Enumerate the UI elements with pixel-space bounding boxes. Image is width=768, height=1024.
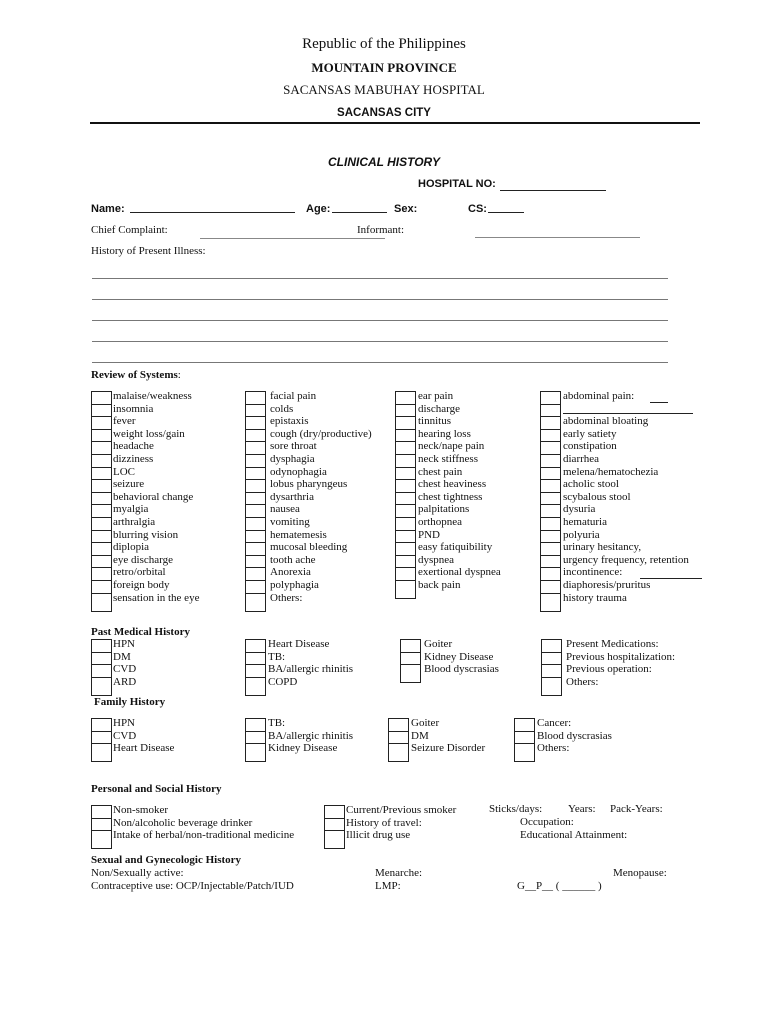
- pmh-col4-label: Present Medications:: [566, 638, 659, 650]
- education-label: Educational Attainment:: [520, 829, 628, 841]
- ros-col4-label: abdominal pain:: [563, 390, 635, 402]
- ros-col4-checkbox[interactable]: [540, 593, 561, 612]
- ros-col2-label: Anorexia: [270, 566, 311, 579]
- name-label: Name:: [91, 203, 125, 215]
- informant-label: Informant:: [357, 224, 405, 236]
- header-city: SACANSAS CITY: [337, 107, 431, 119]
- ros-col4-label: acholic stool: [563, 478, 619, 491]
- ros-col1-label: retro/orbital: [113, 566, 166, 579]
- ros-col1-label: dizziness: [113, 453, 154, 465]
- fh-col2-label: BA/allergic rhinitis: [268, 729, 354, 742]
- chief-complaint-label: Chief Complaint:: [91, 224, 168, 236]
- psh-col2-checkbox[interactable]: [324, 830, 345, 849]
- pmh-col2-label: BA/allergic rhinitis: [268, 663, 354, 676]
- fh-col3-checkbox[interactable]: [388, 743, 409, 762]
- abdominal-pain-extra-field[interactable]: [563, 413, 693, 414]
- ros-col2-label: Others:: [270, 591, 303, 604]
- ros-col3-label: neck/nape pain: [418, 440, 485, 453]
- pmh-col2-checkbox[interactable]: [245, 677, 266, 696]
- occupation-label: Occupation:: [520, 816, 574, 828]
- ros-col3-label: tinnitus: [418, 415, 452, 428]
- ros-col1-label: eye discharge: [113, 553, 173, 566]
- pmh-col1-label: CVD: [113, 663, 137, 676]
- psh-col2-label: History of travel:: [346, 816, 422, 829]
- fh-col1-label: CVD: [113, 729, 137, 742]
- ros-col2-label: dysarthria: [270, 490, 314, 503]
- header-divider: [90, 122, 700, 124]
- fh-title: Family History: [94, 696, 166, 708]
- ros-col1-label: headache: [113, 440, 154, 453]
- pack-years-label: Pack-Years:: [610, 803, 663, 815]
- fh-col2-checkbox[interactable]: [245, 743, 266, 762]
- menopause-label: Menopause:: [613, 867, 667, 879]
- ros-col1-label: behavioral change: [113, 490, 194, 503]
- ros-col1-label: sensation in the eye: [113, 591, 200, 604]
- ros-col2-label: cough (dry/productive): [270, 427, 372, 440]
- ros-col2-label: polyphagia: [270, 579, 319, 591]
- cs-label: CS:: [468, 203, 487, 215]
- ros-col2-label: dysphagia: [270, 453, 315, 465]
- ros-col4-label: diarrhea: [563, 453, 600, 465]
- gp-label: G__P__ ( ______ ): [517, 880, 602, 892]
- contraceptive-label: Contraceptive use: OCP/Injectable/Patch/IUD: [91, 880, 294, 892]
- hpi-line[interactable]: [92, 278, 668, 279]
- ros-col3-label: orthopnea: [418, 516, 462, 528]
- pmh-col2-label: COPD: [268, 675, 298, 688]
- ros-col1-label: insomnia: [113, 402, 154, 415]
- sexually-active-label: Non/Sexually active:: [91, 867, 184, 879]
- lmp-label: LMP:: [375, 880, 401, 892]
- ros-col2-label: colds: [270, 402, 294, 415]
- ros-col4-label: urinary hesitancy,: [563, 541, 642, 554]
- pmh-col4-label: Previous hospitalization:: [566, 650, 676, 663]
- ros-col3-label: chest pain: [418, 465, 463, 478]
- ros-col2-label: hematemesis: [270, 528, 327, 541]
- pmh-col4-checkbox[interactable]: [541, 677, 562, 696]
- psh-col2-label: Current/Previous smoker: [346, 804, 457, 816]
- ros-col2-checkbox[interactable]: [245, 593, 266, 612]
- ros-col2-label: sore throat: [270, 440, 317, 453]
- fh-col1-label: Heart Disease: [113, 742, 175, 755]
- pmh-col3-label: Blood dyscrasias: [424, 663, 499, 676]
- ros-col3-label: back pain: [418, 579, 461, 591]
- ros-col4-label: abdominal bloating: [563, 415, 649, 428]
- fh-col3-label: Seizure Disorder: [411, 742, 486, 755]
- pmh-col1-label: DM: [113, 650, 131, 663]
- ros-title-text: Review of Systems: [91, 369, 178, 381]
- ros-col3-label: neck stiffness: [418, 453, 478, 465]
- ros-col1-label: blurring vision: [113, 528, 179, 541]
- pmh-col1-label: ARD: [113, 675, 137, 688]
- menarche-label: Menarche:: [375, 867, 423, 879]
- ros-col1-label: seizure: [113, 478, 145, 491]
- pmh-col3-label: Kidney Disease: [424, 650, 494, 663]
- pmh-col3-label: Goiter: [424, 638, 453, 650]
- fh-col3-label: DM: [411, 729, 429, 742]
- age-label: Age:: [306, 203, 331, 215]
- pmh-col3-checkbox[interactable]: [400, 664, 421, 683]
- hospital-no-label: HOSPITAL NO:: [418, 178, 496, 190]
- ros-col4-label: urgency frequency, retention: [563, 553, 689, 566]
- header-hospital: SACANSAS MABUHAY HOSPITAL: [283, 82, 485, 97]
- ros-col1-label: malaise/weakness: [113, 390, 192, 402]
- hpi-line[interactable]: [92, 341, 668, 342]
- fh-col2-label: TB:: [268, 717, 286, 729]
- header-province: MOUNTAIN PROVINCE: [311, 60, 457, 75]
- ros-col1-label: weight loss/gain: [113, 427, 185, 440]
- fh-col4-checkbox[interactable]: [514, 743, 535, 762]
- ros-col1-label: myalgia: [113, 503, 149, 516]
- ros-col1-label: arthralgia: [113, 516, 156, 528]
- sex-label: Sex:: [394, 203, 418, 215]
- ros-col2-label: epistaxis: [270, 415, 309, 428]
- psh-col1-label: Intake of herbal/non-traditional medicine: [113, 829, 295, 842]
- ros-col3-label: ear pain: [418, 390, 454, 402]
- hospital-no-field[interactable]: [500, 190, 606, 191]
- psh-title: Personal and Social History: [91, 783, 222, 795]
- form-title: CLINICAL HISTORY: [327, 155, 440, 169]
- fh-col4-label: Cancer:: [537, 717, 572, 729]
- psh-col2-label: Illicit drug use: [346, 829, 411, 842]
- ros-col3-label: discharge: [418, 402, 460, 415]
- ros-col4-label: dysuria: [563, 503, 596, 516]
- chief-complaint-field[interactable]: [200, 238, 385, 239]
- ros-col4-label: history trauma: [563, 591, 627, 604]
- ros-col4-label: incontinence:: [563, 566, 623, 579]
- ros-col1-label: fever: [113, 415, 136, 428]
- sgh-title: Sexual and Gynecologic History: [91, 854, 242, 866]
- pmh-col4-label: Previous operation:: [566, 663, 652, 676]
- pmh-col1-label: HPN: [113, 638, 136, 650]
- ros-col3-label: dyspnea: [418, 553, 455, 566]
- sticks-label: Sticks/days:: [489, 803, 543, 815]
- ros-col1-label: diplopia: [113, 541, 150, 554]
- incontinence-field[interactable]: [640, 578, 702, 579]
- years-label: Years:: [568, 803, 596, 815]
- ros-col3-label: chest tightness: [418, 490, 483, 503]
- pmh-col2-label: Heart Disease: [268, 638, 330, 650]
- abdominal-pain-field[interactable]: [650, 402, 668, 403]
- ros-col3-checkbox[interactable]: [395, 580, 416, 599]
- fh-col2-label: Kidney Disease: [268, 742, 338, 755]
- ros-col3-label: exertional dyspnea: [418, 566, 501, 579]
- ros-title-colon: :: [177, 369, 181, 381]
- ros-col4-label: polyuria: [563, 528, 600, 541]
- ros-col1-checkbox[interactable]: [91, 593, 112, 612]
- ros-col2-label: vomiting: [270, 516, 310, 528]
- pmh-col4-label: Others:: [566, 675, 599, 688]
- ros-col1-label: foreign body: [113, 579, 170, 591]
- fh-col1-checkbox[interactable]: [91, 743, 112, 762]
- ros-title: [91, 369, 181, 381]
- fh-col3-label: Goiter: [411, 717, 440, 729]
- ros-col4-label: melena/hematochezia: [563, 465, 659, 478]
- hpi-label: History of Present Illness:: [91, 245, 206, 257]
- ros-col2-label: odynophagia: [270, 465, 327, 478]
- ros-col2-label: mucosal bleeding: [270, 541, 348, 554]
- pmh-col2-label: TB:: [268, 650, 286, 663]
- informant-field[interactable]: [475, 237, 640, 238]
- hpi-line[interactable]: [92, 320, 668, 321]
- hpi-line[interactable]: [92, 299, 668, 300]
- hpi-line[interactable]: [92, 362, 668, 363]
- fh-col1-label: HPN: [113, 717, 136, 729]
- ros-col4-label: constipation: [563, 440, 617, 453]
- ros-col4-label: early satiety: [563, 427, 617, 440]
- psh-col1-label: Non-smoker: [113, 804, 168, 816]
- pmh-col1-checkbox[interactable]: [91, 677, 112, 696]
- ros-col4-label: hematuria: [563, 516, 607, 528]
- pmh-title: Past Medical History: [91, 626, 190, 638]
- ros-col2-label: tooth ache: [270, 553, 316, 566]
- fh-col4-label: Others:: [537, 742, 570, 755]
- ros-col3-label: hearing loss: [418, 427, 471, 440]
- psh-col1-checkbox[interactable]: [91, 830, 112, 849]
- ros-col3-label: PND: [418, 528, 441, 541]
- age-field[interactable]: [332, 212, 387, 213]
- ros-col2-label: facial pain: [270, 390, 317, 402]
- ros-col4-label: scybalous stool: [563, 490, 631, 503]
- ros-col3-label: chest heaviness: [418, 478, 487, 491]
- cs-field[interactable]: [488, 212, 524, 213]
- name-field[interactable]: [130, 212, 295, 213]
- ros-col3-label: palpitations: [418, 503, 470, 516]
- psh-col1-label: Non/alcoholic beverage drinker: [113, 816, 253, 829]
- header-republic: Republic of the Philippines: [302, 36, 466, 52]
- ros-col4-label: diaphoresis/pruritus: [563, 579, 651, 591]
- ros-col2-label: lobus pharyngeus: [270, 478, 348, 491]
- fh-col4-label: Blood dyscrasias: [537, 729, 612, 742]
- ros-col3-label: easy fatiquibility: [418, 541, 493, 554]
- ros-col1-label: LOC: [113, 465, 135, 478]
- ros-col2-label: nausea: [270, 503, 300, 516]
